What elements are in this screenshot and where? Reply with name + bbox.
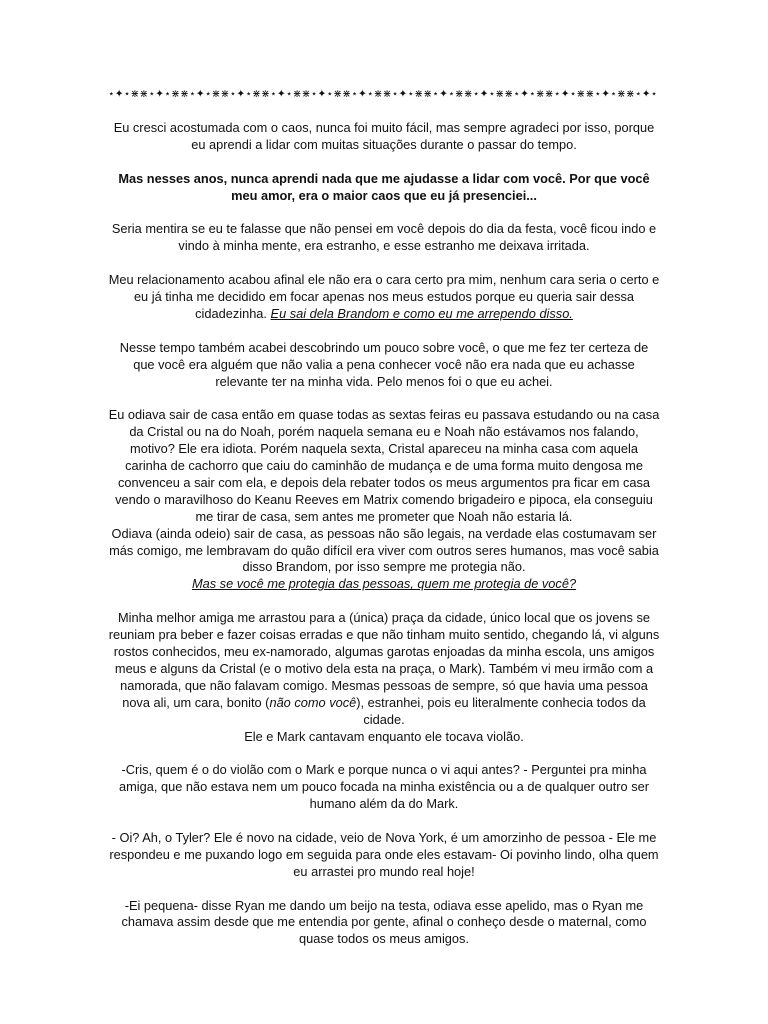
paragraph-7-emphasis-line: [108, 576, 660, 593]
paragraph-1: Eu cresci acostumada com o caos, nunca foi muito fácil, mas sempre agradeci por isso, porque eu aprendi a lidar com muitas situações durante o passar do tempo.: [113, 120, 655, 152]
paragraph-8: [108, 610, 660, 728]
paragraph-4: [108, 272, 660, 323]
paragraph-4-emphasis: Eu sai dela Brandom e como eu me arrependo disso.: [270, 305, 573, 321]
paragraph-4-text: Meu relacionamento acabou afinal ele não era o cara certo pra mim, nenhum cara seria o certo e eu já tinha me decidido em focar apenas nos meus estudos porque eu queria sair dessa cidadezinha.: [108, 272, 660, 321]
paragraph-3: Seria mentira se eu te falasse que não pensei em você depois do dia da festa, você ficou indo e vindo à minha mente, era estranho, e esse estranho me deixava irritada.: [111, 221, 657, 254]
paragraph-8-text-b: ), estranhei, pois eu literalmente conhecia todos da cidade.: [356, 694, 646, 727]
ornament-divider: ⋆✦⋆⋇⋇⋆✦⋆⋇⋇⋆✦⋆⋇⋇⋆✦⋆⋇⋇⋆✦⋆⋇⋇⋆✦⋆⋇⋇⋆✦⋆⋇⋇⋆✦⋆⋇⋇⋆✦⋆⋇⋇⋆✦⋆⋇⋇⋆✦⋆⋇⋇⋆✦⋆⋇⋇⋆✦⋆⋇⋇⋆✦⋆: [108, 88, 658, 100]
paragraph-8-text-a: Minha melhor amiga me arrastou para a (única) praça da cidade, único local que os jovens se reuniam pra beber e fazer coisas erradas e que não tinham muito sentido, chegando lá, vi alguns rostos conhecidos, meu ex-namorado, algumas garotas enjoadas da minha escola, uns amigos meus e alguns da Cristal (e o motivo dela esta na praça, o Mark). Também vi meu irmão com a namorada, que não falavam comigo. Mesmas pessoas de sempre, só que havia uma pessoa nova ali, um cara, bonito (: [108, 610, 660, 710]
paragraph-7: Odiava (ainda odeio) sair de casa, as pessoas não são legais, na verdade elas costumavam ser más comigo, me lembravam do quão difícil era viver com outros seres humanos, mas você sabia disso Brandom, por isso sempre me protegia não.: [109, 525, 659, 575]
paragraph-10: -Cris, quem é o do violão com o Mark e porque nunca o vi aqui antes? - Perguntei pra minha amiga, que não estava nem um pouco focada na minha existência ou a de qualquer outro ser humano além da do Mark.: [119, 762, 649, 812]
paragraph-11: - Oi? Ah, o Tyler? Ele é novo na cidade, veio de Nova York, é um amorzinho de pessoa - Ele me respondeu e me puxando logo em seguida para onde eles estavam- Oi povinho lindo, olha quem eu arrastei pro mundo real hoje!: [109, 829, 659, 879]
paragraph-12: -Ei pequena- disse Ryan me dando um beijo na testa, odiava esse apelido, mas o Ryan me chamava assim desde que me entendia por gente, afinal o conheço desde o maternal, como quase todos os meus amigos.: [121, 897, 647, 947]
paragraph-2-bold: Mas nesses anos, nunca aprendi nada que me ajudasse a lidar com você. Por que você meu amor, era o maior caos que eu já presenciei...: [118, 170, 650, 203]
paragraph-9: Ele e Mark cantavam enquanto ele tocava violão.: [244, 728, 524, 744]
paragraph-8-italic: não como você: [269, 694, 357, 710]
paragraph-7-emphasis: Mas se você me protegia das pessoas, quem me protegia de você?: [191, 576, 577, 592]
paragraph-5: Nesse tempo também acabei descobrindo um pouco sobre você, o que me fez ter certeza de que você era alguém que não valia a pena conhecer você não era nada que eu achasse relevante ter na minha vida. Pelo menos foi o que eu achei.: [119, 339, 649, 389]
paragraph-6: Eu odiava sair de casa então em quase todas as sextas feiras eu passava estudando ou na casa da Cristal ou na do Noah, porém naquela semana eu e Noah não estávamos nos falando, motivo? Ele era idiota. Porém naquela sexta, Cristal apareceu na minha casa com aquela carinha de cachorro que caiu do caminhão de mudança e de uma forma muito dengosa me convenceu a sair com ela, e depois dela rebater todos os meus argumentos pra ficar em casa vendo o maravilhoso do Keanu Reeves em Matrix comendo brigadeiro e pipoca, ela conseguiu me tirar de casa, sem antes me prometer que Noah não estaria lá.: [108, 407, 660, 524]
document-page: [108, 86, 660, 965]
